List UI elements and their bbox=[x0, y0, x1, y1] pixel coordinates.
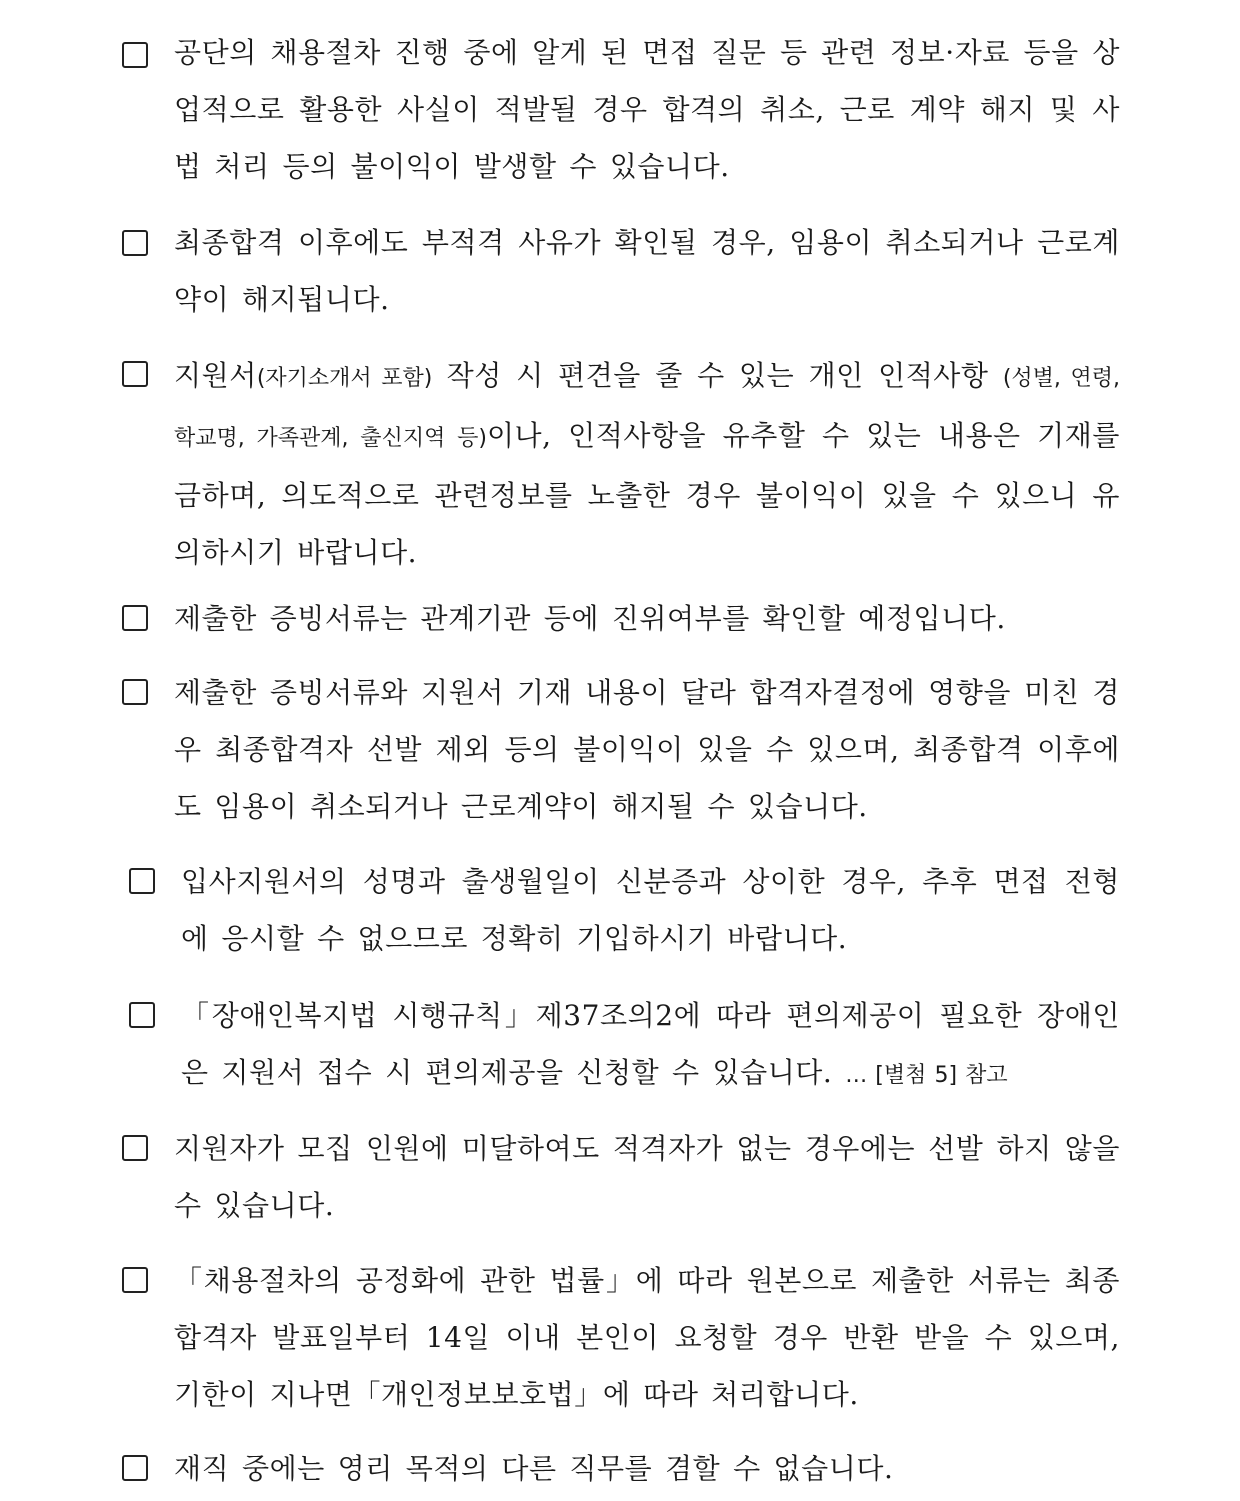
notice-text-part: 지원서 bbox=[174, 359, 257, 392]
item-checkbox[interactable] bbox=[122, 679, 148, 705]
notice-text-note: … [별첨 5] 참고 bbox=[845, 1063, 1008, 1088]
notice-text: 제출한 증빙서류는 관계기관 등에 진위여부를 확인할 예정입니다. bbox=[174, 602, 1006, 635]
item-checkbox[interactable] bbox=[122, 230, 148, 256]
item-checkbox[interactable] bbox=[122, 361, 148, 387]
notice-text-note: (자기소개서 포함) bbox=[256, 366, 433, 391]
item-checkbox[interactable] bbox=[122, 1455, 148, 1481]
notice-text: 입사지원서의 성명과 출생월일이 신분증과 상이한 경우, 추후 면접 전형에 응시할 수 없으므로 정확히 기입하시기 바랍니다. bbox=[181, 865, 1120, 955]
notice-text-part: 「장애인복지법 시행규칙」제37조의2에 따라 편의제공이 필요한 장애인은 지원서 접수 시 편의제공을 신청할 수 있습니다. bbox=[181, 999, 1120, 1089]
notice-text: 제출한 증빙서류와 지원서 기재 내용이 달라 합격자결정에 영향을 미친 경우 최종합격자 선발 제외 등의 불이익이 있을 수 있으며, 최종합격 이후에도 임용이 취소되거나 근로계약이 해지될 수 있습니다. bbox=[174, 676, 1120, 823]
notice-text: 재직 중에는 영리 목적의 다른 직무를 겸할 수 없습니다. bbox=[174, 1452, 894, 1485]
notice-text-part: 이나, 인적사항을 유추할 수 있는 내용은 기재를 금하며, 의도적으로 관련정보를 노출한 경우 불이익이 있을 수 있으니 유의하시기 바랍니다. bbox=[174, 419, 1120, 569]
notice-text: 최종합격 이후에도 부적격 사유가 확인될 경우, 임용이 취소되거나 근로계약이 해지됩니다. bbox=[174, 226, 1120, 316]
item-checkbox[interactable] bbox=[129, 868, 155, 894]
notice-text-note: (성별, 연령, 학교명, 가족관계, 출신지역 등) bbox=[174, 366, 1121, 451]
item-checkbox[interactable] bbox=[129, 1002, 155, 1028]
notice-text bbox=[181, 987, 1120, 1104]
notice-text: 공단의 채용절차 진행 중에 알게 된 면접 질문 등 관련 정보·자료 등을 상업적으로 활용한 사실이 적발될 경우 합격의 취소, 근로 계약 해지 및 사법 처리 등의 불이익이 발생할 수 있습니다. bbox=[174, 36, 1120, 183]
notice-text bbox=[174, 347, 1120, 581]
item-checkbox[interactable] bbox=[122, 605, 148, 631]
notice-text-part: 작성 시 편견을 줄 수 있는 개인 인적사항 bbox=[432, 359, 1003, 392]
notice-text: 「채용절차의 공정화에 관한 법률」에 따라 원본으로 제출한 서류는 최종합격자 발표일부터 14일 이내 본인이 요청할 경우 반환 받을 수 있으며, 기한이 지나면「개인정보보호법」에 따라 처리합니다. bbox=[174, 1264, 1120, 1411]
item-checkbox[interactable] bbox=[122, 1135, 148, 1161]
notice-text: 지원자가 모집 인원에 미달하여도 적격자가 없는 경우에는 선발 하지 않을 수 있습니다. bbox=[174, 1132, 1120, 1222]
item-checkbox[interactable] bbox=[122, 1267, 148, 1293]
item-checkbox[interactable] bbox=[122, 42, 148, 68]
